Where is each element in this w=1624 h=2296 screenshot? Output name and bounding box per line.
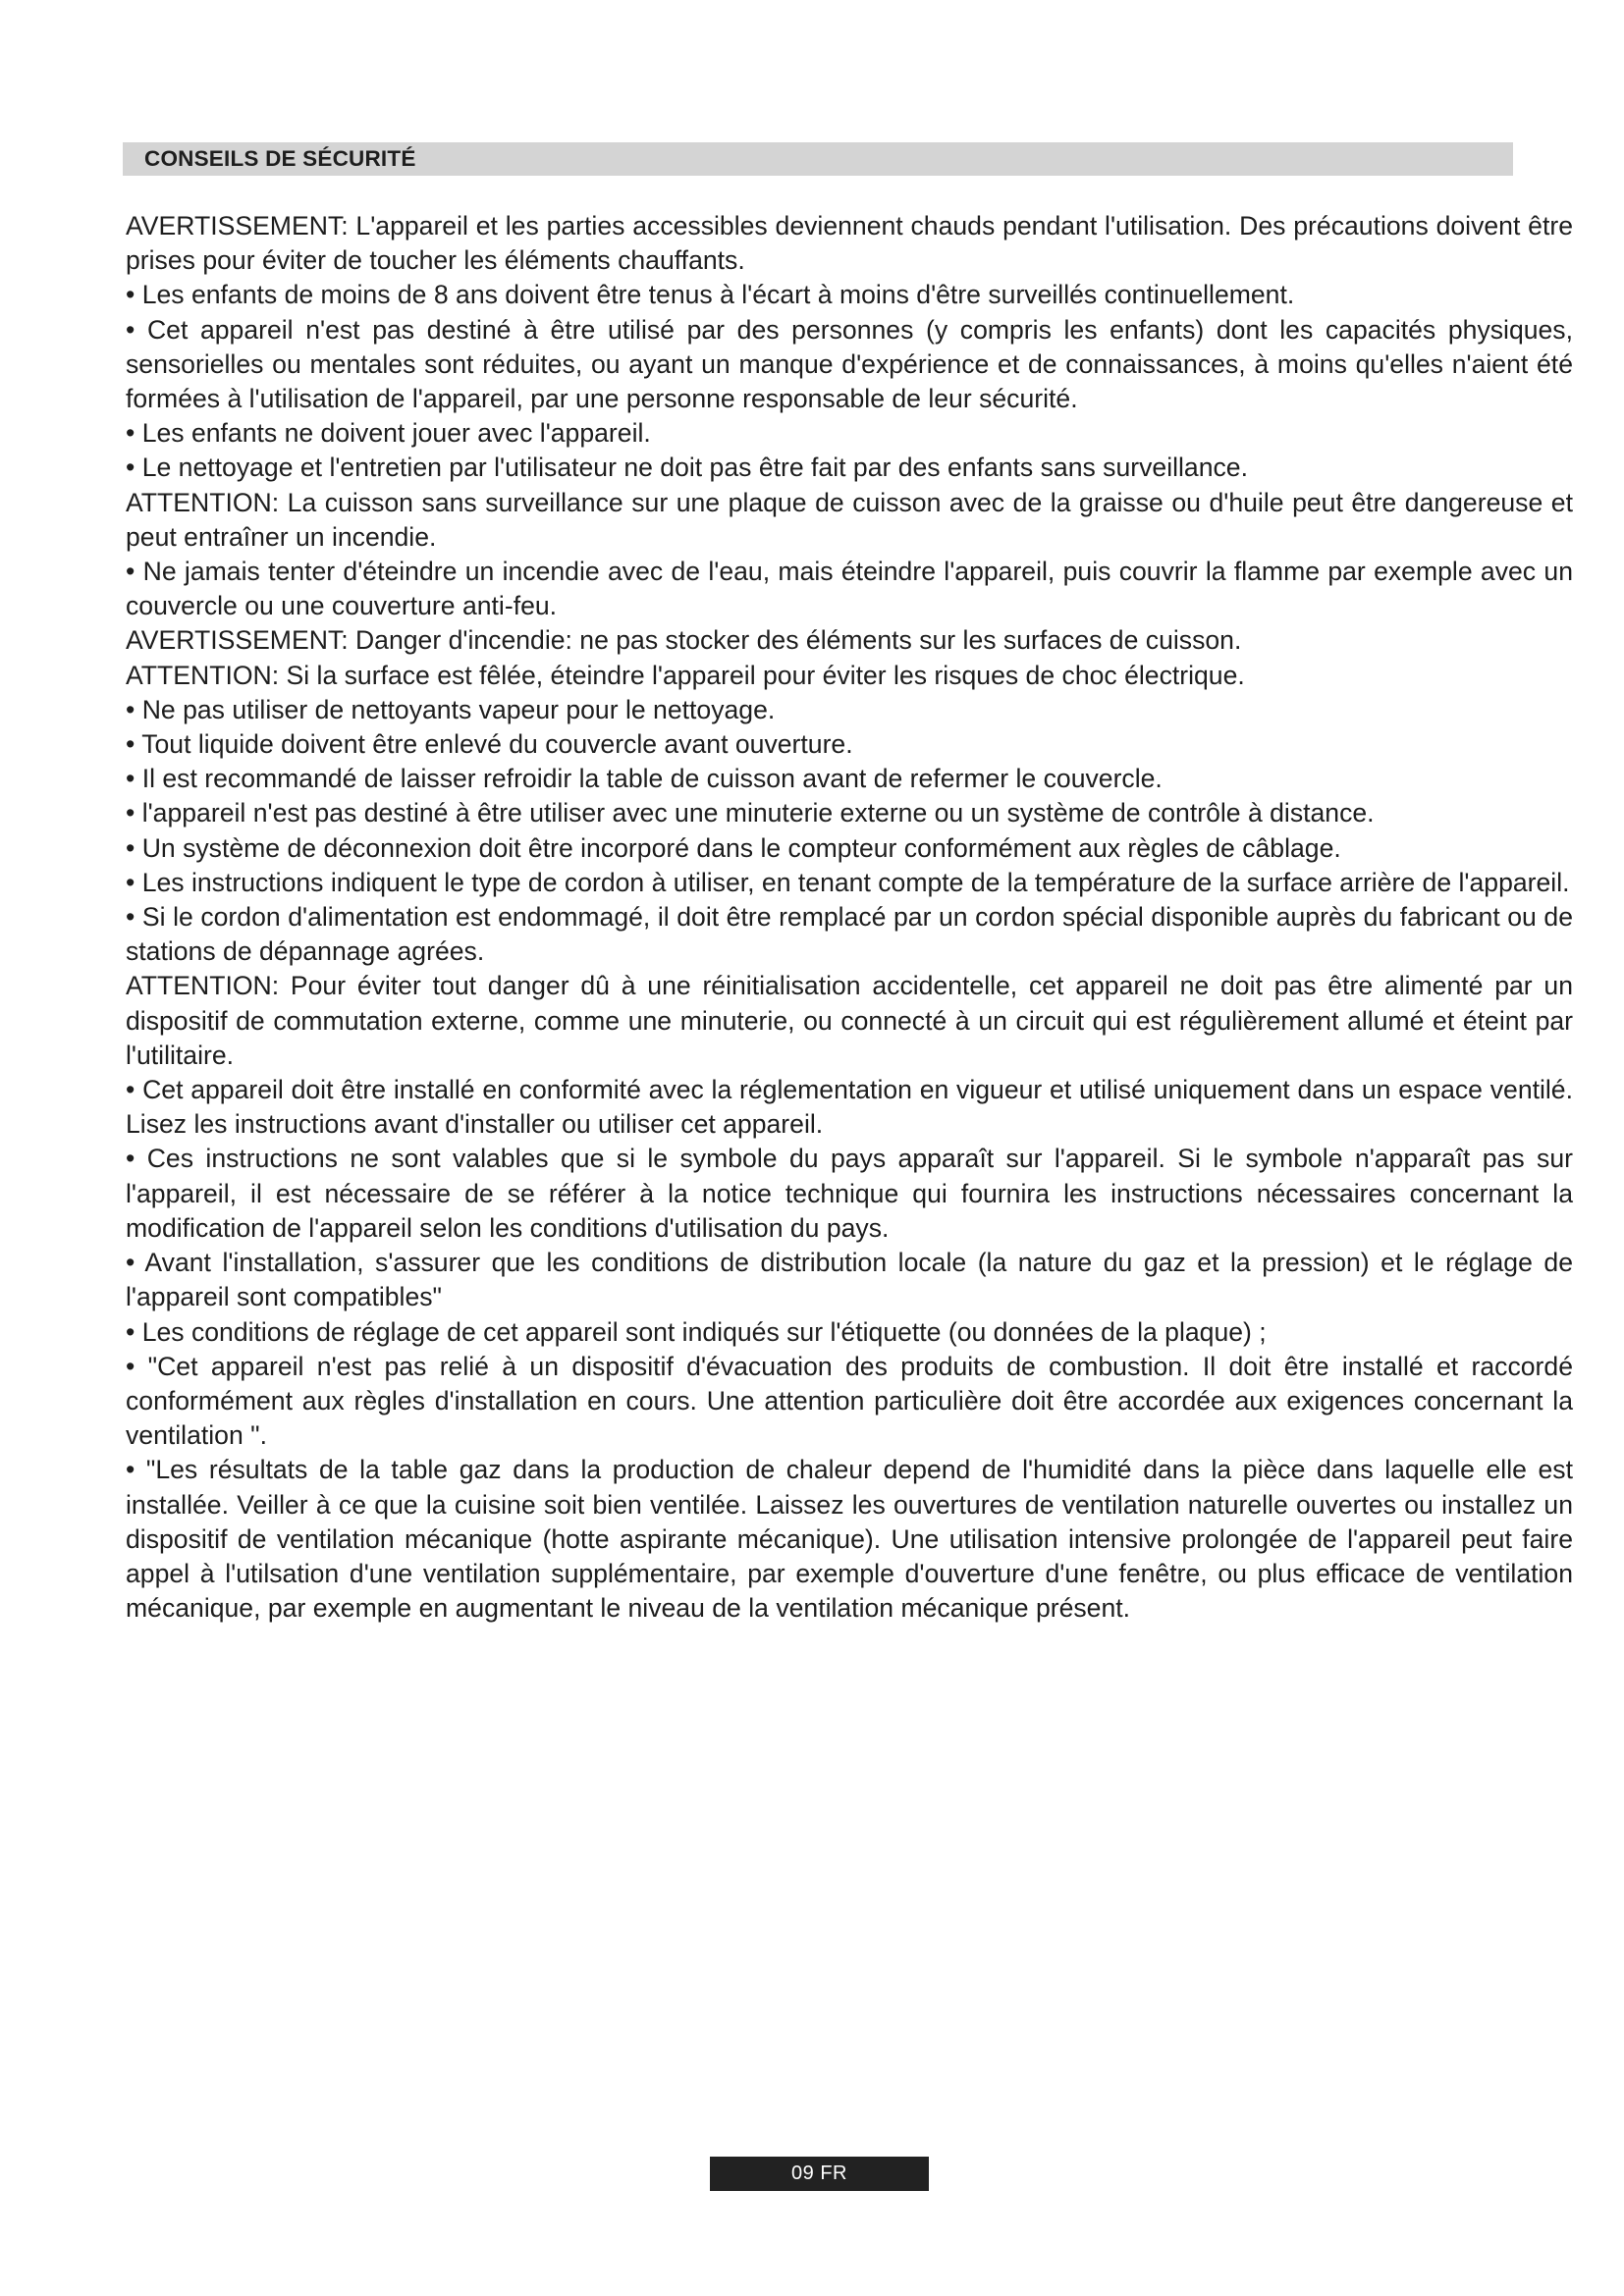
paragraph: • Il est recommandé de laisser refroidir la table de cuisson avant de refermer le couvercle. xyxy=(126,764,1163,794)
paragraph: ATTENTION: Pour éviter tout danger dû à une réinitialisation accidentelle, cet appareil ne doit pas être alimenté par un dispositif de commutation externe, comme une minuterie, ou connecté à un circuit qui est régulièrement allumé et éteint par l'utilitaire. xyxy=(126,971,1573,1070)
paragraph: • Les conditions de réglage de cet appareil sont indiqués sur l'étiquette (ou données de la plaque) ; xyxy=(126,1316,1267,1347)
paragraph: • Avant l'installation, s'assurer que les conditions de distribution locale (la nature du gaz et la pression) et le réglage de l'appareil sont compatibles" xyxy=(126,1248,1573,1312)
paragraph: • "Les résultats de la table gaz dans la production de chaleur depend de l'humidité dans la pièce dans laquelle elle est installée. Veiller à ce que la cuisine soit bien ventilée. Laissez les ouvertures de ventilation naturelle ouvertes ou installez un dispositif de ventilation mécanique (hotte aspirante mécanique). Une utilisation intensive prolongée de l'appareil peut faire appel à l'utilsation d'une ventilation supplémentaire, par exemple d'ouverture d'une fenêtre, ou plus efficace de ventilation mécanique, par exemple en augmentant le niveau de la ventilation mécanique présent. xyxy=(126,1455,1573,1624)
safety-text-body xyxy=(126,209,1573,1626)
paragraph: • Les enfants ne doivent jouer avec l'appareil. xyxy=(126,418,651,449)
paragraph: • Ne pas utiliser de nettoyants vapeur pour le nettoyage. xyxy=(126,694,776,724)
paragraph: • "Cet appareil n'est pas relié à un dispositif d'évacuation des produits de combustion. Il doit être installé et raccordé conformément aux règles d'installation en cours. Une attention particulière doit être accordée aux exigences concernant la ventilation ". xyxy=(126,1351,1573,1451)
paragraph: AVERTISSEMENT: L'appareil et les parties accessibles deviennent chauds pendant l'utilisation. Des précautions doivent être prises pour éviter de toucher les éléments chauffants. xyxy=(126,211,1573,276)
paragraph: • Si le cordon d'alimentation est endommagé, il doit être remplacé par un cordon spécial disponible auprès du fabricant ou de stations de dépannage agrées. xyxy=(126,902,1573,967)
paragraph: • Tout liquide doivent être enlevé du couvercle avant ouverture. xyxy=(126,729,853,760)
paragraph: • Ne jamais tenter d'éteindre un incendie avec de l'eau, mais éteindre l'appareil, puis couvrir la flamme par exemple avec un couvercle ou une couverture anti-feu. xyxy=(126,557,1573,621)
paragraph: ATTENTION: Si la surface est fêlée, éteindre l'appareil pour éviter les risques de choc électrique. xyxy=(126,660,1245,690)
paragraph: • Les enfants de moins de 8 ans doivent être tenus à l'écart à moins d'être surveillés continuellement. xyxy=(126,280,1295,310)
section-header-bar xyxy=(123,142,1513,176)
paragraph: • Les instructions indiquent le type de cordon à utiliser, en tenant compte de la température de la surface arrière de l'appareil. xyxy=(126,867,1570,897)
paragraph: AVERTISSEMENT: Danger d'incendie: ne pas stocker des éléments sur les surfaces de cuisson. xyxy=(126,625,1242,656)
paragraph: • Un système de déconnexion doit être incorporé dans le compteur conformément aux règles de câblage. xyxy=(126,832,1341,863)
paragraph: • Cet appareil doit être installé en conformité avec la réglementation en vigueur et utilisé uniquement dans un espace ventilé. Lisez les instructions avant d'installer ou utiliser cet appareil. xyxy=(126,1075,1573,1140)
paragraph: • l'appareil n'est pas destiné à être utiliser avec une minuterie externe ou un système de contrôle à distance. xyxy=(126,798,1375,828)
section-title: CONSEILS DE SÉCURITÉ xyxy=(144,146,416,171)
paragraph: ATTENTION: La cuisson sans surveillance sur une plaque de cuisson avec de la graisse ou d'huile peut être dangereuse et peut entraîner un incendie. xyxy=(126,487,1573,552)
page-number-label: 09 FR xyxy=(710,2157,929,2191)
paragraph: • Le nettoyage et l'entretien par l'utilisateur ne doit pas être fait par des enfants sans surveillance. xyxy=(126,453,1248,483)
paragraph: • Ces instructions ne sont valables que si le symbole du pays apparaît sur l'appareil. Si le symbole n'apparaît pas sur l'appareil, il est nécessaire de se référer à la notice technique qui fournira les instructions nécessaires concernant la modification de l'appareil selon les conditions d'utilisation du pays. xyxy=(126,1144,1573,1243)
paragraph: • Cet appareil n'est pas destiné à être utilisé par des personnes (y compris les enfants) dont les capacités physiques, sensorielles ou mentales sont réduites, ou ayant un manque d'expérience et de connaissances, à moins qu'elles n'aient été formées à l'utilisation de l'appareil, par une personne responsable de leur sécurité. xyxy=(126,314,1573,414)
